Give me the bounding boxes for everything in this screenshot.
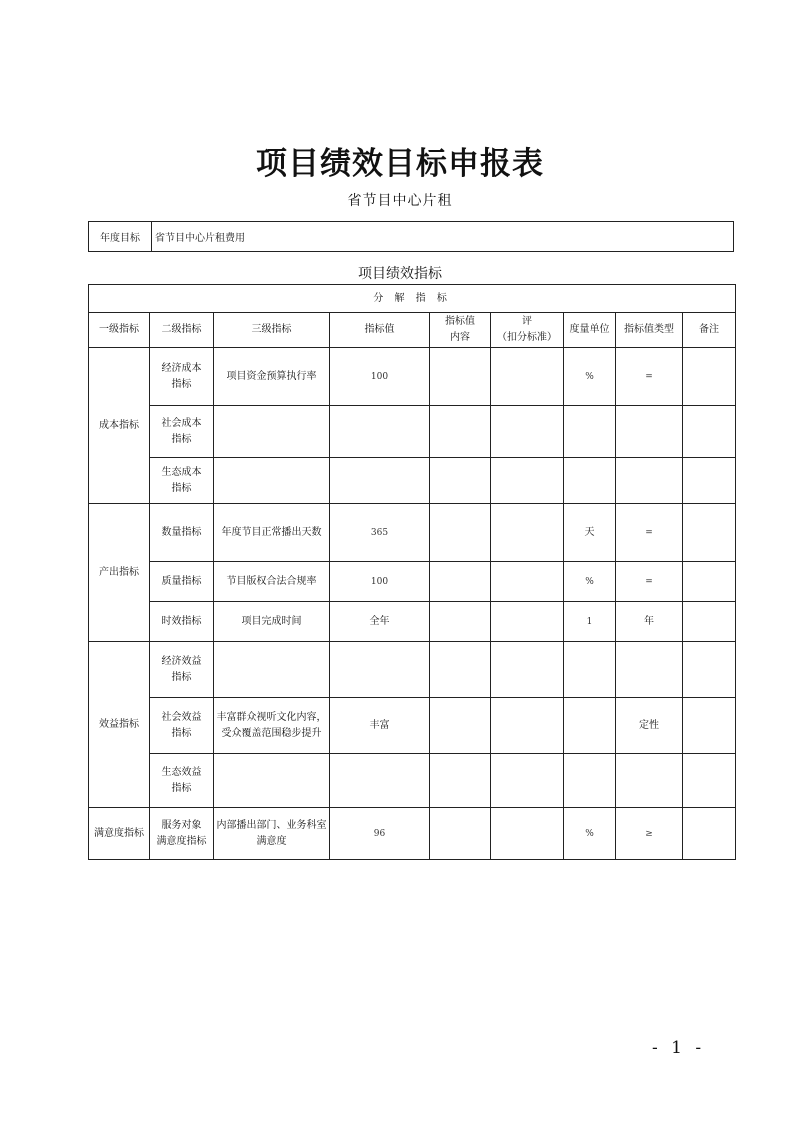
value-content-cell [430, 754, 491, 808]
col-score-header: 评 （扣分标准） [491, 313, 564, 348]
value-cell: 365 [330, 504, 430, 562]
note-cell [683, 808, 736, 860]
level2-cell: 数量指标 [150, 504, 214, 562]
table-row [89, 808, 736, 860]
score-cell [491, 642, 564, 698]
level3-cell [214, 754, 330, 808]
value-type-cell: ≥ [616, 808, 683, 860]
unit-cell: % [564, 562, 616, 602]
year-goal-value: 省节目中心片租费用 [155, 233, 245, 244]
level2-cell: 经济成本 指标 [150, 348, 214, 406]
value-content-cell [430, 406, 491, 458]
score-cell [491, 754, 564, 808]
note-cell [683, 698, 736, 754]
value-type-cell: = [616, 348, 683, 406]
level1-cell: 满意度指标 [89, 808, 150, 860]
table-row [89, 602, 736, 642]
col-level1-header: 一级指标 [89, 313, 150, 348]
value-content-cell [430, 348, 491, 406]
level3-cell: 节目版权合法合规率 [214, 562, 330, 602]
value-content-cell [430, 504, 491, 562]
score-cell [491, 602, 564, 642]
score-cell [491, 562, 564, 602]
note-cell [683, 458, 736, 504]
note-cell [683, 504, 736, 562]
value-content-cell [430, 698, 491, 754]
performance-table [88, 284, 736, 860]
page-subtitle: 省节目中心片租 [347, 193, 453, 209]
note-cell [683, 406, 736, 458]
level2-cell: 生态成本 指标 [150, 458, 214, 504]
value-content-cell [430, 602, 491, 642]
value-content-cell [430, 808, 491, 860]
note-cell [683, 642, 736, 698]
level2-cell: 经济效益 指标 [150, 642, 214, 698]
value-cell: 96 [330, 808, 430, 860]
col-value-type-header: 指标值类型 [616, 313, 683, 348]
table-row [89, 406, 736, 458]
level3-cell: 项目资金预算执行率 [214, 348, 330, 406]
table-row [89, 754, 736, 808]
unit-cell [564, 698, 616, 754]
year-goal-label: 年度目标 [89, 222, 152, 251]
level2-cell: 生态效益 指标 [150, 754, 214, 808]
value-type-cell [616, 406, 683, 458]
unit-cell: 1 [564, 602, 616, 642]
value-type-cell [616, 754, 683, 808]
value-cell: 100 [330, 562, 430, 602]
year-goal-box [88, 221, 734, 252]
col-note-header: 备注 [683, 313, 736, 348]
score-cell [491, 348, 564, 406]
table-row [89, 642, 736, 698]
table-row [89, 458, 736, 504]
col-value-header: 指标值 [330, 313, 430, 348]
unit-cell [564, 406, 616, 458]
col-level2-header: 二级指标 [150, 313, 214, 348]
col-unit-header: 度量单位 [564, 313, 616, 348]
level3-cell: 丰富群众视听文化内容， 受众覆盖范围稳步提升 [214, 698, 330, 754]
column-header-row [89, 313, 736, 348]
decompose-header: 分 解 指 标 [89, 285, 736, 313]
level2-cell: 质量指标 [150, 562, 214, 602]
col-value-content-header: 指标值 内容 [430, 313, 491, 348]
unit-cell: % [564, 808, 616, 860]
value-type-cell [616, 642, 683, 698]
unit-cell: % [564, 348, 616, 406]
value-cell [330, 458, 430, 504]
score-cell [491, 698, 564, 754]
unit-cell [564, 458, 616, 504]
value-type-cell: = [616, 504, 683, 562]
value-type-cell: 年 [616, 602, 683, 642]
score-cell [491, 458, 564, 504]
value-type-cell: 定性 [616, 698, 683, 754]
level1-cell: 产出指标 [89, 504, 150, 642]
value-cell: 全年 [330, 602, 430, 642]
value-content-cell [430, 458, 491, 504]
level2-cell: 社会成本 指标 [150, 406, 214, 458]
page-number: - 1 - [652, 1038, 706, 1058]
level2-cell: 社会效益 指标 [150, 698, 214, 754]
table-row [89, 348, 736, 406]
level1-cell: 成本指标 [89, 348, 150, 504]
value-cell [330, 754, 430, 808]
level3-cell [214, 406, 330, 458]
level3-cell: 项目完成时间 [214, 602, 330, 642]
note-cell [683, 754, 736, 808]
value-content-cell [430, 562, 491, 602]
value-content-cell [430, 642, 491, 698]
unit-cell: 天 [564, 504, 616, 562]
value-type-cell [616, 458, 683, 504]
level2-cell: 时效指标 [150, 602, 214, 642]
table-row [89, 562, 736, 602]
level3-cell [214, 642, 330, 698]
table-row [89, 504, 736, 562]
table-row [89, 698, 736, 754]
level2-cell: 服务对象 满意度指标 [150, 808, 214, 860]
score-cell [491, 406, 564, 458]
level3-cell: 内部播出部门、业务科室 满意度 [214, 808, 330, 860]
col-level3-header: 三级指标 [214, 313, 330, 348]
note-cell [683, 348, 736, 406]
level1-cell: 效益指标 [89, 642, 150, 808]
value-cell: 100 [330, 348, 430, 406]
page-title: 项目绩效目标申报表 [256, 146, 544, 182]
value-type-cell: = [616, 562, 683, 602]
note-cell [683, 602, 736, 642]
score-cell [491, 808, 564, 860]
level3-cell: 年度节目正常播出天数 [214, 504, 330, 562]
unit-cell [564, 642, 616, 698]
value-cell [330, 406, 430, 458]
unit-cell [564, 754, 616, 808]
note-cell [683, 562, 736, 602]
value-cell [330, 642, 430, 698]
value-cell: 丰富 [330, 698, 430, 754]
table-caption: 项目绩效指标 [358, 266, 442, 282]
level3-cell [214, 458, 330, 504]
score-cell [491, 504, 564, 562]
